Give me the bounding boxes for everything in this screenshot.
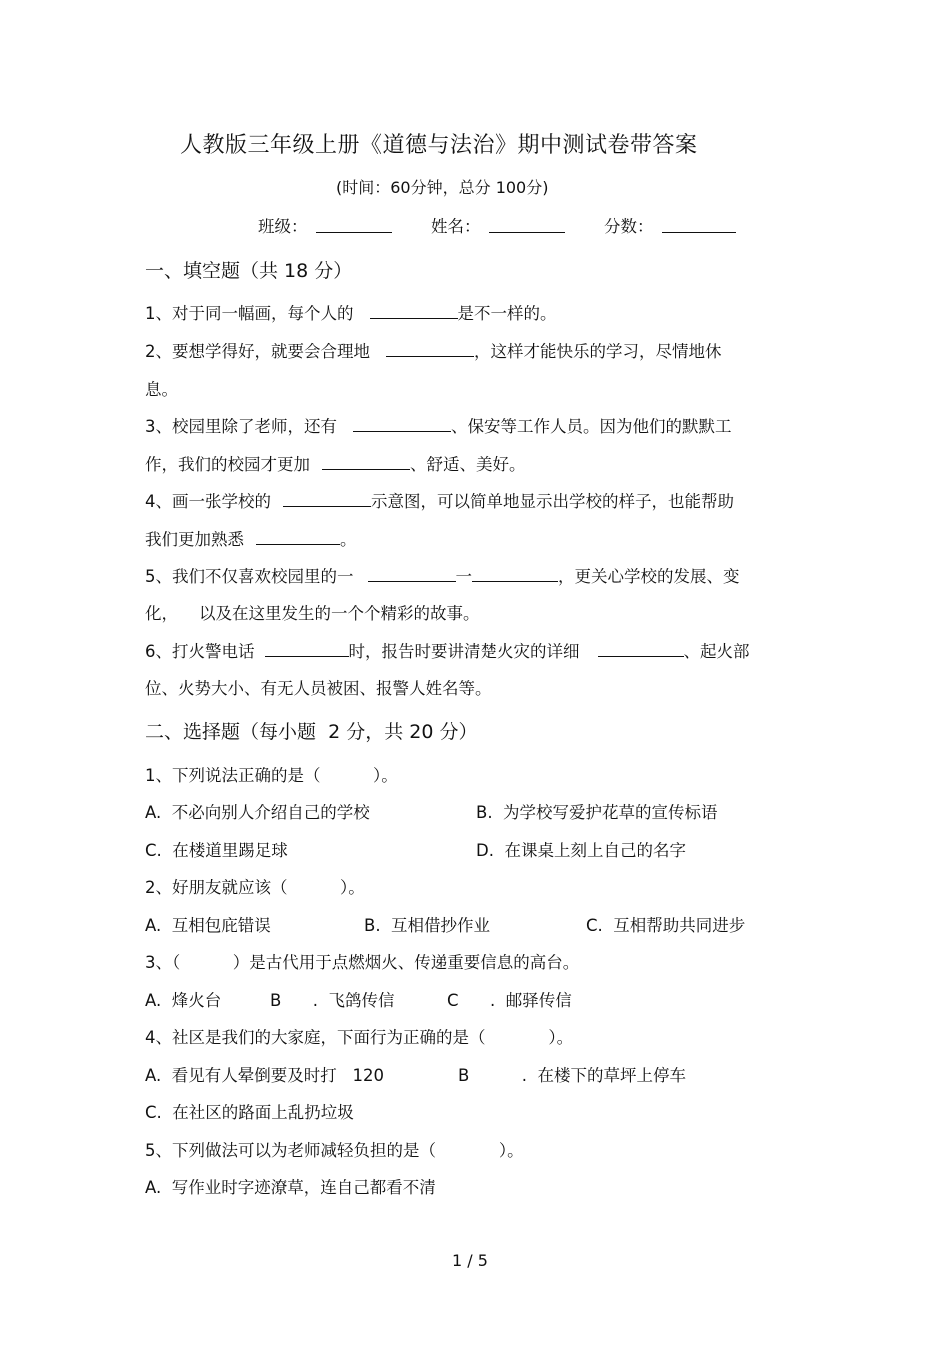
- choice-q2-option-b[interactable]: B. 互相借抄作业: [364, 916, 491, 935]
- choice-q3-option-a[interactable]: A. 烽火台: [145, 991, 222, 1010]
- fill-q1-blank[interactable]: [370, 303, 458, 319]
- choice-q5-option-a[interactable]: A. 写作业时字迹潦草，连自己都看不清: [145, 1178, 436, 1197]
- fill-q6: [145, 638, 750, 662]
- fill-q1-text-b: 是不一样的。: [457, 304, 557, 323]
- choice-q5-stem: 5、下列做法可以为老师减轻负担的是（ ）。: [145, 1141, 524, 1160]
- choice-q2-option-a[interactable]: A. 互相包庇错误: [145, 916, 271, 935]
- choice-q4-stem: 4、社区是我们的大家庭，下面行为正确的是（ ）。: [145, 1028, 574, 1047]
- fill-q1: [145, 300, 557, 324]
- fill-q4-text-b: 示意图，可以简单地显示出学校的样子，也能帮助: [371, 492, 734, 511]
- score-label: 分数：: [604, 217, 654, 236]
- class-blank[interactable]: [316, 217, 392, 233]
- score-blank[interactable]: [662, 217, 736, 233]
- choice-q3-option-c[interactable]: C . 邮驿传信: [447, 991, 572, 1010]
- fill-q2-blank[interactable]: [386, 341, 474, 357]
- fill-q5: [145, 563, 740, 587]
- fill-q3-blank-2[interactable]: [322, 454, 410, 470]
- fill-q4-text-a: 4、画一张学校的: [145, 492, 271, 511]
- fill-q5-blank-1[interactable]: [368, 566, 456, 582]
- fill-q3-text-a: 3、校园里除了老师，还有: [145, 417, 337, 436]
- choice-q1-stem: 1、下列说法正确的是（ ）。: [145, 766, 398, 785]
- fill-q6-blank-2[interactable]: [598, 641, 684, 657]
- fill-q3-text-d: 、舒适、美好。: [410, 455, 526, 474]
- fill-q2-text-a: 2、要想学得好，就要会合理地: [145, 342, 370, 361]
- fill-q3-text-b: 、保安等工作人员。因为他们的默默工: [451, 417, 732, 436]
- choice-q1-option-a[interactable]: A. 不必向别人介绍自己的学校: [145, 803, 370, 822]
- page-title: 人教版三年级上册《道德与法治》期中测试卷带答案: [180, 133, 698, 158]
- fill-q4: [145, 488, 734, 512]
- fill-q5-text-c: ，更关心学校的发展、变: [558, 567, 740, 586]
- name-label: 姓名：: [431, 217, 481, 236]
- name-blank[interactable]: [489, 217, 565, 233]
- fill-q4-text-c: 我们更加熟悉: [145, 530, 244, 549]
- fill-q1-text-a: 1、对于同一幅画，每个人的: [145, 304, 354, 323]
- choice-q4-option-b[interactable]: B . 在楼下的草坪上停车: [458, 1066, 687, 1085]
- choice-q1-option-b[interactable]: B. 为学校写爱护花草的宣传标语: [476, 803, 718, 822]
- fill-q6-text-a: 6、打火警电话: [145, 642, 255, 661]
- fill-q2-text-b: ，这样才能快乐的学习，尽情地休: [474, 342, 722, 361]
- fill-q3-cont: [145, 451, 526, 475]
- fill-q2: [145, 338, 722, 362]
- choice-q1-option-d[interactable]: D. 在课桌上刻上自己的名字: [476, 841, 686, 860]
- fill-q5-text-b: 一: [455, 567, 472, 586]
- fill-q6-text-c: 、起火部: [683, 642, 750, 661]
- choice-q3-stem: 3、（ ）是古代用于点燃烟火、传递重要信息的高台。: [145, 953, 580, 972]
- fill-q4-blank-1[interactable]: [283, 491, 371, 507]
- fill-q6-cont: 位、火势大小、有无人员被困、报警人姓名等。: [145, 679, 492, 698]
- fill-q4-cont: [145, 526, 357, 550]
- choice-q4-option-c[interactable]: C. 在社区的路面上乱扔垃圾: [145, 1103, 354, 1122]
- class-label: 班级：: [258, 217, 308, 236]
- choice-q2-option-c[interactable]: C. 互相帮助共同进步: [586, 916, 746, 935]
- fill-q6-blank-1[interactable]: [265, 641, 349, 657]
- fill-q6-text-b: 时，报告时要讲清楚火灾的详细: [348, 642, 580, 661]
- exam-info: (时间：60分钟，总分 100分): [336, 178, 549, 197]
- fill-q4-text-d: 。: [340, 530, 357, 549]
- section2-heading: 二、选择题（每小题 2 分，共 20 分）: [145, 721, 478, 743]
- choice-q1-option-c[interactable]: C. 在楼道里踢足球: [145, 841, 288, 860]
- section1-heading: 一、填空题（共 18 分）: [145, 260, 353, 282]
- page-number: 1 / 5: [452, 1251, 488, 1270]
- fill-q3: [145, 413, 732, 437]
- fill-q4-blank-2[interactable]: [256, 529, 340, 545]
- fill-q3-text-c: 作，我们的校园才更加: [145, 455, 310, 474]
- fill-q2-cont: 息。: [145, 380, 178, 399]
- fill-q3-blank-1[interactable]: [353, 416, 451, 432]
- choice-q2-stem: 2、好朋友就应该（ ）。: [145, 878, 365, 897]
- fill-q5-cont: 化， 以及在这里发生的一个个精彩的故事。: [145, 604, 480, 623]
- fill-q5-blank-2[interactable]: [472, 566, 558, 582]
- choice-q3-option-b[interactable]: B . 飞鸽传信: [270, 991, 395, 1010]
- choice-q4-option-a[interactable]: A. 看见有人晕倒要及时打 120: [145, 1066, 384, 1085]
- fill-q5-text-a: 5、我们不仅喜欢校园里的一: [145, 567, 354, 586]
